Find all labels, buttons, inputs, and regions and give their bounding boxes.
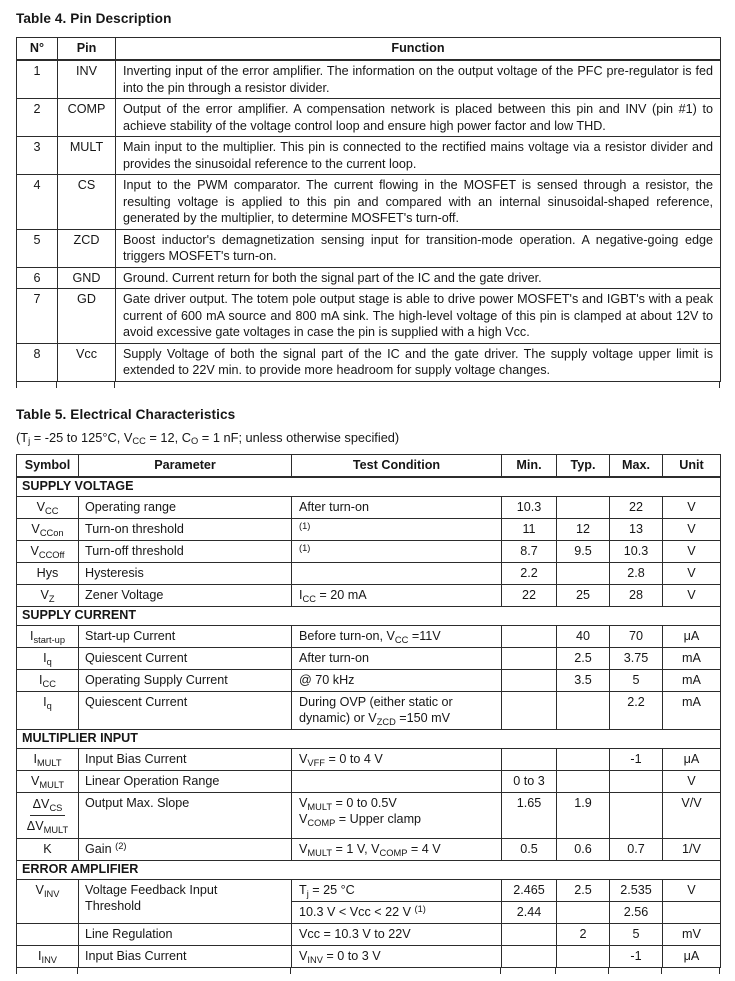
test-condition-cell: $I_{CC} = 20$ mA	[292, 584, 502, 606]
table-continuation-stubs	[16, 968, 720, 974]
symbol-cell	[17, 792, 79, 838]
section-row	[17, 860, 721, 879]
pin-name: GND	[58, 267, 116, 289]
table-row	[17, 343, 721, 381]
symbol-cell: $V_{CCon}$	[17, 518, 79, 540]
col-header-typ: Typ.	[557, 454, 610, 477]
test-condition-cell: $V_{INV} = 0$ to 3 V	[292, 945, 502, 967]
symbol-cell: $I_{CC}$	[17, 669, 79, 691]
table5-conditions: ($T_j = -25$ to 125°C, $V_{CC} = 12$, $C_O = 1$ nF; unless otherwise specified)	[16, 429, 400, 447]
pin-function: Ground. Current return for both the signal part of the IC and the gate driver.	[116, 267, 721, 289]
col-header-test-condition: Test Condition	[292, 454, 502, 477]
min-cell	[502, 691, 557, 729]
unit-cell: V/V	[663, 792, 721, 838]
col-header-parameter: Parameter	[79, 454, 292, 477]
typ-cell: 1.9	[557, 792, 610, 838]
delta-ratio-symbol: $\frac{\Delta V_{CS}}{\Delta V_{MULT}}$	[26, 797, 69, 835]
min-cell: 0 to 3	[502, 770, 557, 792]
max-cell: 5	[610, 669, 663, 691]
symbol-cell: $V_{MULT}$	[17, 770, 79, 792]
col-header-max: Max.	[610, 454, 663, 477]
pin-number: 8	[17, 343, 58, 381]
parameter-cell: Quiescent Current	[79, 647, 292, 669]
unit-cell: V	[663, 540, 721, 562]
min-cell: 10.3	[502, 496, 557, 518]
spec-row	[17, 562, 721, 584]
typ-cell: 12	[557, 518, 610, 540]
unit-cell: μA	[663, 748, 721, 770]
min-cell: 11	[502, 518, 557, 540]
min-cell	[502, 748, 557, 770]
min-cell	[502, 647, 557, 669]
symbol-cell: $I_{start-up}$	[17, 625, 79, 647]
test-condition-cell: 10.3 V < Vcc < 22 V $^{(1)}$	[292, 901, 502, 923]
typ-cell: 0.6	[557, 838, 610, 860]
section-row	[17, 606, 721, 625]
pin-name: INV	[58, 60, 116, 99]
min-cell	[502, 945, 557, 967]
table-row	[17, 289, 721, 344]
parameter-cell: Output Max. Slope	[79, 792, 292, 838]
unit-cell: 1/V	[663, 838, 721, 860]
pin-function: Main input to the multiplier. This pin is connected to the rectified mains voltage via a resistor divider and provides the sinusoidal reference to the current loop.	[116, 137, 721, 175]
table4-header-row	[17, 38, 721, 61]
pin-number: 1	[17, 60, 58, 99]
typ-cell	[557, 901, 610, 923]
unit-cell: mA	[663, 691, 721, 729]
parameter-cell: Zener Voltage	[79, 584, 292, 606]
unit-cell	[663, 901, 721, 923]
table-row	[17, 137, 721, 175]
max-cell: 2.8	[610, 562, 663, 584]
col-header-pin: Pin	[58, 38, 116, 61]
pin-number: 6	[17, 267, 58, 289]
typ-cell: 40	[557, 625, 610, 647]
unit-cell: V	[663, 562, 721, 584]
min-cell: 2.44	[502, 901, 557, 923]
unit-cell: mV	[663, 923, 721, 945]
spec-row	[17, 879, 721, 901]
symbol-cell: $V_{CCOff}$	[17, 540, 79, 562]
min-cell: 2.2	[502, 562, 557, 584]
test-condition-cell	[292, 562, 502, 584]
max-cell	[610, 770, 663, 792]
symbol-cell: $V_{CC}$	[17, 496, 79, 518]
table-row	[17, 229, 721, 267]
parameter-cell: Gain $^{(2)}$	[79, 838, 292, 860]
unit-cell: V	[663, 496, 721, 518]
pin-function: Supply Voltage of both the signal part of the IC and the gate driver. The supply voltage upper limit is extended to 22V min. to provide more headroom for supply voltage changes.	[116, 343, 721, 381]
spec-row	[17, 923, 721, 945]
typ-cell: 2.5	[557, 879, 610, 901]
table-continuation-stubs	[16, 382, 720, 388]
typ-cell	[557, 748, 610, 770]
table5-title: Table 5. Electrical Characteristics	[16, 406, 236, 422]
spec-row	[17, 945, 721, 967]
max-cell: 3.75	[610, 647, 663, 669]
section-label: ERROR AMPLIFIER	[17, 860, 721, 879]
test-condition-cell	[292, 770, 502, 792]
typ-cell	[557, 496, 610, 518]
spec-row	[17, 669, 721, 691]
spec-row	[17, 691, 721, 729]
pin-name: GD	[58, 289, 116, 344]
col-header-num: N°	[17, 38, 58, 61]
parameter-cell: Operating Supply Current	[79, 669, 292, 691]
test-condition-cell: After turn-on	[292, 496, 502, 518]
parameter-cell: Input Bias Current	[79, 748, 292, 770]
section-label: SUPPLY CURRENT	[17, 606, 721, 625]
spec-row	[17, 838, 721, 860]
pin-number: 5	[17, 229, 58, 267]
parameter-cell: Turn-on threshold	[79, 518, 292, 540]
table5-header-row	[17, 454, 721, 477]
unit-cell: V	[663, 879, 721, 901]
test-condition-cell: After turn-on	[292, 647, 502, 669]
symbol-cell: $I_q$	[17, 691, 79, 729]
section-label: SUPPLY VOLTAGE	[17, 477, 721, 497]
pin-name: ZCD	[58, 229, 116, 267]
test-condition-cell: During OVP (either static or dynamic) or $V_{ZCD} =150$ mV	[292, 691, 502, 729]
unit-cell: μA	[663, 945, 721, 967]
parameter-cell: Start-up Current	[79, 625, 292, 647]
unit-cell: V	[663, 584, 721, 606]
max-cell: 2.56	[610, 901, 663, 923]
symbol-cell	[17, 923, 79, 945]
spec-row	[17, 625, 721, 647]
pin-number: 7	[17, 289, 58, 344]
pin-name: CS	[58, 175, 116, 230]
test-condition-cell: (1)	[292, 518, 502, 540]
electrical-characteristics-table	[16, 454, 721, 968]
spec-row	[17, 647, 721, 669]
typ-cell: 2	[557, 923, 610, 945]
min-cell: 8.7	[502, 540, 557, 562]
min-cell: 1.65	[502, 792, 557, 838]
max-cell: 70	[610, 625, 663, 647]
max-cell: 28	[610, 584, 663, 606]
symbol-cell: $V_Z$	[17, 584, 79, 606]
min-cell	[502, 669, 557, 691]
max-cell: 13	[610, 518, 663, 540]
max-cell: 2.535	[610, 879, 663, 901]
parameter-cell: Linear Operation Range	[79, 770, 292, 792]
pin-function: Inverting input of the error amplifier. The information on the output voltage of the PFC pre-regulator is fed into the pin through a resistor divider.	[116, 60, 721, 99]
max-cell: 0.7	[610, 838, 663, 860]
unit-cell: V	[663, 518, 721, 540]
pin-number: 2	[17, 99, 58, 137]
unit-cell: μA	[663, 625, 721, 647]
typ-cell	[557, 770, 610, 792]
spec-row	[17, 584, 721, 606]
unit-cell: mA	[663, 669, 721, 691]
parameter-cell: Input Bias Current	[79, 945, 292, 967]
max-cell: 5	[610, 923, 663, 945]
table-row	[17, 267, 721, 289]
parameter-cell: Operating range	[79, 496, 292, 518]
max-cell: 22	[610, 496, 663, 518]
section-row	[17, 477, 721, 497]
unit-cell: V	[663, 770, 721, 792]
pin-number: 4	[17, 175, 58, 230]
col-header-unit: Unit	[663, 454, 721, 477]
typ-cell: 25	[557, 584, 610, 606]
spec-row	[17, 748, 721, 770]
pin-function: Output of the error amplifier. A compensation network is placed between this pin and INV (pin #1) to achieve stability of the voltage control loop and ensure high power factor and low THD.	[116, 99, 721, 137]
col-header-function: Function	[116, 38, 721, 61]
test-condition-cell: $T_j = 25$ °C	[292, 879, 502, 901]
table4-title: Table 4. Pin Description	[16, 11, 172, 26]
symbol-cell: Hys	[17, 562, 79, 584]
spec-row	[17, 518, 721, 540]
pin-number: 3	[17, 137, 58, 175]
pin-function: Gate driver output. The totem pole output stage is able to drive power MOSFET's and IGBT's with a peak current of 600 mA source and 800 mA sink. The high-level voltage of this pin is clamped at about 12V to avoid excessive gate voltages in case the pin is supplied with a high Vcc.	[116, 289, 721, 344]
max-cell: 2.2	[610, 691, 663, 729]
test-condition-cell: Vcc = 10.3 V to 22V	[292, 923, 502, 945]
typ-cell	[557, 945, 610, 967]
min-cell	[502, 923, 557, 945]
parameter-cell: Line Regulation	[79, 923, 292, 945]
pin-name: COMP	[58, 99, 116, 137]
test-condition-cell: @ 70 kHz	[292, 669, 502, 691]
section-label: MULTIPLIER INPUT	[17, 729, 721, 748]
parameter-cell: Turn-off threshold	[79, 540, 292, 562]
typ-cell	[557, 691, 610, 729]
symbol-cell: $I_{MULT}$	[17, 748, 79, 770]
symbol-cell: $I_{INV}$	[17, 945, 79, 967]
parameter-cell: Quiescent Current	[79, 691, 292, 729]
parameter-cell: Hysteresis	[79, 562, 292, 584]
test-condition-cell: $V_{MULT} = 0$ to 0.5V $V_{COMP}$ = Upper clamp	[292, 792, 502, 838]
pin-name: Vcc	[58, 343, 116, 381]
typ-cell: 2.5	[557, 647, 610, 669]
typ-cell	[557, 562, 610, 584]
min-cell: 22	[502, 584, 557, 606]
section-row	[17, 729, 721, 748]
max-cell: -1	[610, 748, 663, 770]
max-cell: -1	[610, 945, 663, 967]
test-condition-cell: (1)	[292, 540, 502, 562]
spec-row	[17, 540, 721, 562]
table-row	[17, 175, 721, 230]
min-cell: 0.5	[502, 838, 557, 860]
parameter-cell: Voltage Feedback Input Threshold	[79, 879, 292, 923]
pin-function: Boost inductor's demagnetization sensing input for transition-mode operation. A negative-going edge triggers MOSFET's turn-on.	[116, 229, 721, 267]
test-condition-cell: Before turn-on, $V_{CC} =11V$	[292, 625, 502, 647]
symbol-cell: $V_{INV}$	[17, 879, 79, 923]
spec-row	[17, 496, 721, 518]
table-row	[17, 60, 721, 99]
col-header-min: Min.	[502, 454, 557, 477]
unit-cell: mA	[663, 647, 721, 669]
min-cell	[502, 625, 557, 647]
spec-row	[17, 770, 721, 792]
typ-cell: 9.5	[557, 540, 610, 562]
pin-function: Input to the PWM comparator. The current flowing in the MOSFET is sensed through a resistor, the resulting voltage is applied to this pin and compared with an internal sinusoidal-shaped reference, generated by the multiplier, to determine MOSFET's turn-off.	[116, 175, 721, 230]
spec-row	[17, 792, 721, 838]
table-row	[17, 99, 721, 137]
symbol-cell: $I_q$	[17, 647, 79, 669]
min-cell: 2.465	[502, 879, 557, 901]
max-cell: 10.3	[610, 540, 663, 562]
max-cell	[610, 792, 663, 838]
pin-description-table	[16, 37, 721, 382]
col-header-symbol: Symbol	[17, 454, 79, 477]
test-condition-cell: $V_{VFF} = 0$ to 4 V	[292, 748, 502, 770]
symbol-cell: K	[17, 838, 79, 860]
test-condition-cell: $V_{MULT} = 1$ V, $V_{COMP} = 4$ V	[292, 838, 502, 860]
typ-cell: 3.5	[557, 669, 610, 691]
pin-name: MULT	[58, 137, 116, 175]
